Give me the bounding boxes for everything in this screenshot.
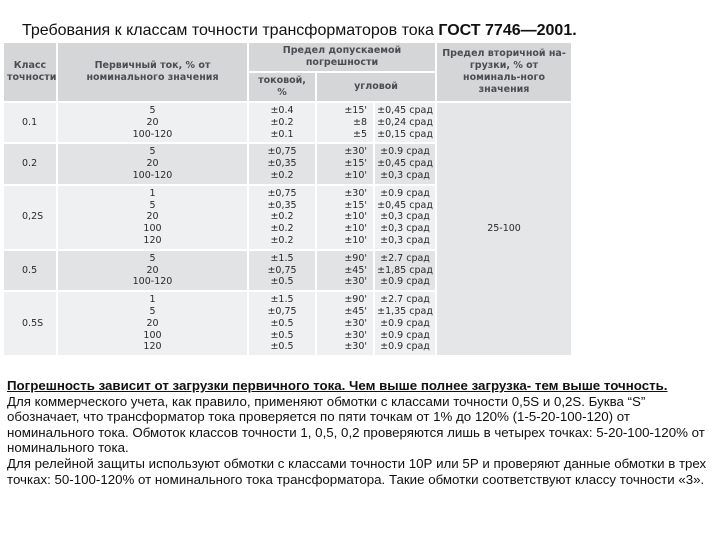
explanation-text — [7, 378, 713, 487]
current-value: 5 — [149, 252, 156, 264]
paragraph-commercial: Для коммерческого учета, как правило, применяют обмотки с классами точности 0,5S и 0,2S. Буква “S” обозначает, что трансформатор тока проверяется по пяти точкам от 1% до 120% (1-5-20-100-120) от номинального тока. Обмоток классов точности 1, 0,5, 0,2 проверяются лишь в четырех точках: 5-20-100-120% от номинального тока. — [7, 393, 705, 456]
current-cell — [58, 186, 249, 251]
min-value: ±90' — [344, 294, 367, 306]
current-value: 20 — [146, 317, 159, 329]
srad-value: ±0,3 срад — [380, 223, 430, 235]
min-value: ±10' — [344, 211, 367, 223]
class-cell: 0.5S — [4, 292, 58, 357]
min-value: ±15' — [344, 158, 367, 170]
error-value: ±0.1 — [270, 128, 294, 140]
error-value: ±0.2 — [270, 116, 294, 128]
current-value: 1 — [149, 294, 156, 306]
error-value: ±1.5 — [270, 252, 294, 264]
min-cell — [317, 103, 375, 144]
error-value: ±0.2 — [270, 211, 294, 223]
current-value: 120 — [143, 341, 162, 353]
min-value: ±8 — [352, 116, 367, 128]
srad-value: ±0,3 срад — [380, 211, 430, 223]
error-value: ±0.2 — [270, 223, 294, 235]
min-value: ±15' — [344, 105, 367, 116]
min-cell — [317, 186, 375, 251]
srad-cell — [375, 186, 437, 251]
error-value: ±0.2 — [270, 234, 294, 246]
error-value: ±0,75 — [267, 264, 297, 276]
current-cell — [58, 103, 249, 144]
current-value: 1 — [149, 187, 156, 199]
error-value: ±0,75 — [267, 305, 297, 317]
current-value: 20 — [146, 264, 159, 276]
min-value: ±90' — [344, 252, 367, 264]
error-cell — [249, 144, 317, 185]
min-value: ±5 — [352, 128, 367, 140]
srad-value: ±0.9 срад — [380, 329, 430, 341]
min-cell — [317, 251, 375, 292]
min-value: ±15' — [344, 199, 367, 211]
current-value: 5 — [149, 199, 156, 211]
min-value: ±10' — [344, 223, 367, 235]
srad-cell — [375, 144, 437, 185]
header-primary-current: Первичный ток, % от номинального значения — [58, 43, 249, 103]
min-value: ±30' — [344, 276, 367, 288]
error-value: ±0.4 — [270, 105, 294, 116]
accuracy-table — [4, 43, 573, 357]
error-value: ±0,35 — [267, 158, 297, 170]
header-current-error: токовой, % — [249, 73, 317, 103]
srad-value: ±0.9 срад — [380, 146, 430, 158]
srad-value: ±0.9 срад — [380, 276, 430, 288]
current-value: 5 — [149, 305, 156, 317]
header-angular: угловой — [317, 73, 437, 103]
min-value: ±30' — [344, 187, 367, 199]
error-cell — [249, 186, 317, 251]
min-value: ±10' — [344, 234, 367, 246]
table-row — [4, 103, 573, 144]
error-value: ±1.5 — [270, 294, 294, 306]
srad-cell — [375, 251, 437, 292]
srad-value: ±0,45 срад — [377, 199, 433, 211]
error-cell — [249, 103, 317, 144]
current-value: 100-120 — [132, 276, 173, 288]
srad-cell — [375, 292, 437, 357]
paragraph-accuracy-note: Погрешность зависит от загрузки первичного тока. Чем выше полнее загрузка- тем выше точность. — [7, 378, 668, 393]
srad-value: ±0.9 срад — [380, 317, 430, 329]
title-standard: ГОСТ 7746—2001. — [438, 22, 577, 39]
table-body — [4, 103, 573, 357]
class-cell: 0.5 — [4, 251, 58, 292]
current-value: 100 — [143, 223, 162, 235]
current-value: 100 — [143, 329, 162, 341]
min-value: ±45' — [344, 264, 367, 276]
min-value: ±45' — [344, 305, 367, 317]
class-cell: 0.1 — [4, 103, 58, 144]
error-value: ±0,35 — [267, 199, 297, 211]
current-cell — [58, 144, 249, 185]
min-value: ±10' — [344, 169, 367, 181]
current-value: 20 — [146, 158, 159, 170]
error-value: ±0.5 — [270, 276, 294, 288]
current-value: 100-120 — [132, 128, 173, 140]
current-cell — [58, 292, 249, 357]
error-value: ±0.2 — [270, 169, 294, 181]
min-value: ±30' — [344, 341, 367, 353]
current-value: 5 — [149, 105, 156, 116]
srad-value: ±0,45 срад — [377, 105, 433, 116]
srad-value: ±0.9 срад — [380, 341, 430, 353]
current-value: 20 — [146, 211, 159, 223]
header-error-limit: Предел допускаемой погрешности — [249, 43, 437, 73]
min-cell — [317, 292, 375, 357]
class-cell: 0.2 — [4, 144, 58, 185]
min-cell — [317, 144, 375, 185]
current-value: 20 — [146, 116, 159, 128]
paragraph-relay: Для релейной защиты используют обмотки с классами точности 10Р или 5Р и проверяют данные обмотки в трех точках: 50-100-120% от номинального тока трансформатора. Такие обмотки соответствуют классу точности «3». — [7, 455, 707, 487]
error-value: ±0.5 — [270, 341, 294, 353]
error-value: ±0,75 — [267, 187, 297, 199]
error-value: ±0,75 — [267, 146, 297, 158]
error-value: ±0.5 — [270, 317, 294, 329]
current-value: 120 — [143, 234, 162, 246]
srad-value: ±1,85 срад — [377, 264, 433, 276]
min-value: ±30' — [344, 329, 367, 341]
srad-value: ±0,3 срад — [380, 169, 430, 181]
page-title — [22, 22, 577, 40]
header-class: Класс точности — [4, 43, 58, 103]
srad-value: ±0,24 срад — [377, 116, 433, 128]
current-cell — [58, 251, 249, 292]
srad-value: ±1,35 срад — [377, 305, 433, 317]
srad-value: ±0,45 срад — [377, 158, 433, 170]
current-value: 100-120 — [132, 169, 173, 181]
class-cell: 0,2S — [4, 186, 58, 251]
srad-value: ±0.9 срад — [380, 187, 430, 199]
min-value: ±30' — [344, 146, 367, 158]
srad-cell — [375, 103, 437, 144]
current-value: 5 — [149, 146, 156, 158]
error-cell — [249, 251, 317, 292]
title-prefix: Требования к классам точности трансформаторов тока — [22, 22, 439, 39]
header-secondary-load: Предел вторичной на-грузки, % от номиналь-ного значения — [437, 43, 573, 103]
error-cell — [249, 292, 317, 357]
min-value: ±30' — [344, 317, 367, 329]
secondary-load-cell: 25-100 — [437, 103, 573, 357]
srad-value: ±0,3 срад — [380, 234, 430, 246]
srad-value: ±0,15 срад — [377, 128, 433, 140]
error-value: ±0.5 — [270, 329, 294, 341]
srad-value: ±2.7 срад — [380, 294, 430, 306]
srad-value: ±2.7 срад — [380, 252, 430, 264]
